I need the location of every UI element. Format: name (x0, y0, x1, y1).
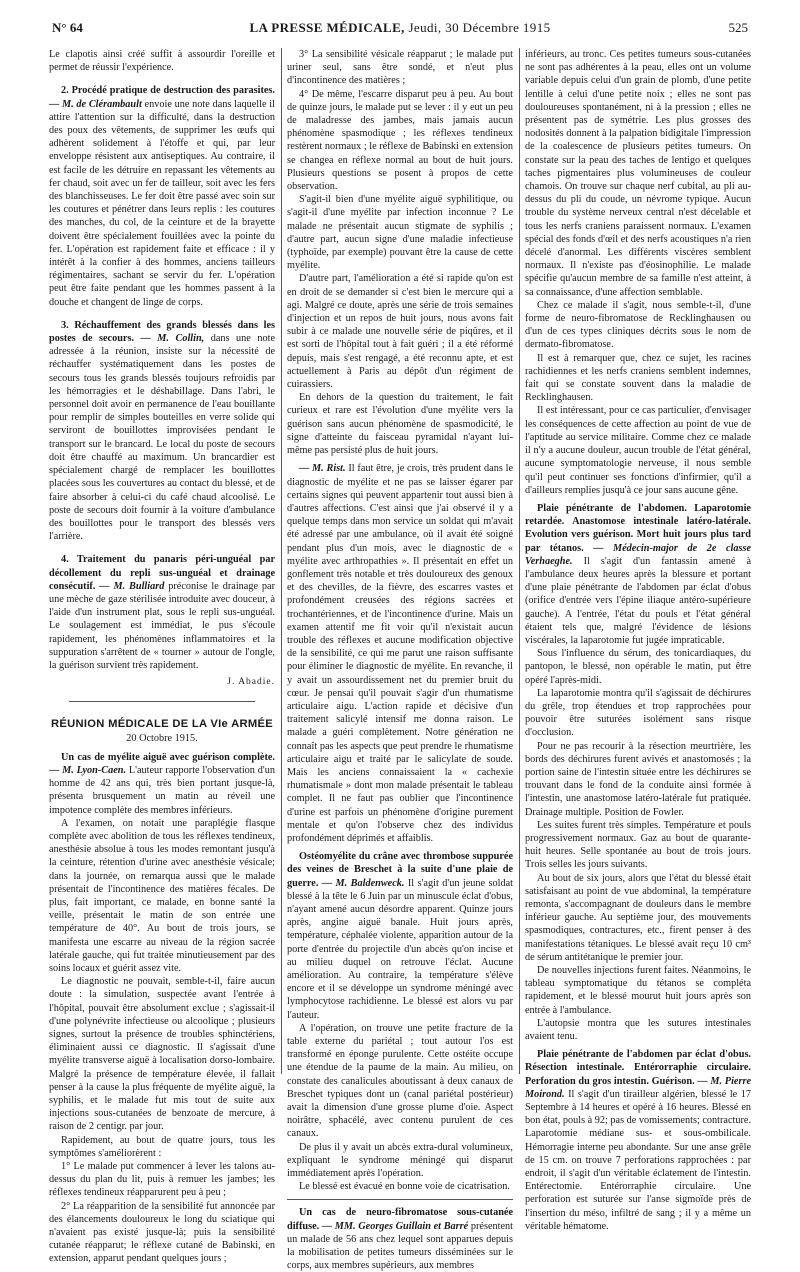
article-author: — M. Rist. (299, 463, 346, 475)
article-title: Un cas de myélite aiguë avec guérison complète. (61, 751, 275, 763)
paragraph: 1° Le malade put commencer à lever les talons au-dessus du plan du lit, puis à remuer les jambes; les réflexes tendineux réapparurent peu à peu ; (49, 1161, 275, 1199)
article-divider (287, 1199, 513, 1200)
paragraph: Rapidement, au bout de quatre jours, tous les symptômes s'améliorèrent : (49, 1134, 275, 1159)
article-title: 2. Procédé pratique de destruction des parasites. (61, 85, 275, 97)
article-text: Il faut être, je crois, très prudent dans le diagnostic de myélite et ne pas se laisser égarer par certains signes qui peuvent appartenir tout aussi bien à d'autres affections. C'est ainsi que j'ai observé il y a quelque temps dans mon service un soldat qui m'avait été adressé par une ambulance, où il avait été soigné pendant plus d'un mois, avec le diagnostic de « myélite avec arthropathies ». Il présentait en effet un gonflement très notable et très douloureux des genoux et des chevilles, de la fièvre, des escarres vastes et profondément creusées des régions sacrées et trochantériennes, et de l'incontinence d'urine. Mais un examen attentif me fit voir qu'il n'existait aucun trouble des réflexes et aucune modification objective de la sensibilité, ce qui me parut une raison suffisante pour éliminer le diagnostic de myélite. En revanche, il y avait un assourdissement net du premier bruit du cœur. Je pensai qu'il pouvait s'agir d'un rhumatisme articulaire aigu. L'action rapide et décisive d'un traitement salicylé intensif me donna raison. Le malade a guéri complètement. Notre génération ne connaît pas les aspects que peut prendre le rhumatisme articulaire aigu et traité par le salicylate de soude. Mais les anciens connaissaient la « cachexie rhumatismale » dont mon malade présentait le tableau complet. Il ne faut pas oublier que l'incontinence d'urine est parfois un phénomène d'origine purement mentale et qu'on l'observe chez des individus profondément déprimés et affaiblis. (287, 463, 513, 844)
article-author: — M. Pierre Moirond. (525, 1075, 751, 1100)
article-author: — MM. Georges Guillain et Barré (319, 1220, 469, 1232)
signature: J. Abadie. (227, 677, 275, 688)
column-rule-1 (281, 48, 282, 1074)
article-author: — M. de Clérambault (49, 98, 142, 110)
journal-masthead (52, 20, 748, 36)
article-myelite (49, 751, 275, 817)
article-neurofibromatose (287, 1206, 513, 1272)
paragraph: S'agit-il bien d'une myélite aiguë syphilitique, ou s'agit-il d'une myélite par infection inconnue ? Le malade ne présentait aucun stigmate de syphilis ; d'autre part, aucun signe d'une maladie infectieuse (typhoïde, par exemple) pouvant être la cause de cette myélite. (287, 194, 513, 272)
discussion-rist (287, 462, 513, 845)
article-title: Ostéomyélite du crâne avec thrombose suppurée des veines de Breschet à la suite d'une plaie de guerre. (287, 851, 513, 889)
article-text: envoie une note dans laquelle il attire l'attention sur la difficulté, dans la destruction des poux des vêtements, de supprimer les œufs qui adhèrent solidement à l'étoffe et qui, par leur enveloppe résistent aux antiseptiques. Au contraire, il est facile de les détruire en repassant les vêtements au fer chaud, soit avec un fer de tailleur, soit avec les fers des blanchisseuses. Le fer doit être passé avec soin sur les coutures et pénétrer dans leurs replis : les coutures des manches, du col, de la ceinture et de la brayette doivent être spécialement fouillées avec la pointe du fer. L'opération est rapidement faite et efficace : il y intérêt à la confier à des hommes, anciens tailleurs régimentaires, sachant se servir du fer. L'opération peut être faite pendant que les hommes passent à la douche et changent de linge de corps. (49, 98, 275, 308)
paragraph: La laparotomie montra qu'il s'agissait de déchirures du grêle, trop étendues et trop rapprochées pour pouvoir être suturées isolément sans risque d'occlusion. (525, 687, 751, 739)
section-divider (69, 701, 255, 702)
article-parasites (49, 84, 275, 308)
paragraph: 4° De même, l'escarre disparut peu à peu. Au bout de quinze jours, le malade put se lever : il y eut un peu de maladresse des jambes, mais jamais aucun phénomène spasmodique ; les réflexes tendineux restèrent normaux ; le réflexe de Babinski en extension se changea en réflexe normal au bout de huit jours. Plusieurs questions se posent à propos de cette observation. (287, 88, 513, 193)
paragraph: De plus il y avait un abcès extra-dural volumineux, expliquant le syndrome méningé qui disparut immédiatement après l'opération. (287, 1141, 513, 1180)
article-author: — M. Lyon-Caen. (49, 764, 127, 776)
article-title: 3. Réchauffement des grands blessés dans les postes de secours. (49, 319, 275, 345)
article-text: Il s'agit d'un tirailleur algérien, blessé le 17 Septembre à 14 heures et opéré à 16 heures. Blessé en bon état, pouls à 92; pas de vomissements; contracture. Laparotomie médiane sus- et sous-ombilicale. Hémorragie interne peu abondante. Sur une anse grêle de 15 cm. on trouve 7 perforations rapprochées : par endroit, il s'agit d'un véritable éclatement de l'intestin. Entérectomie. Entérorraphie circulaire. Une perforation est suturée sur l'anse sigmoïde près de l'insertion du méso, infiltré de sang ; il y a même un véritable hématome. (525, 1088, 752, 1232)
article-text: Il s'agit d'un jeune soldat blessé à la tête le 6 Juin par un minuscule éclat d'obus, n'ayant amené aucun désordre apparent. Quinze jours après, angine aiguë banale. Huit jours après, température, céphalée violente, apparition autour de la porte d'entrée du projectile d'un abcès qu'on incise et au milieu duquel on retrouve l'éclat. Aucune amélioration. Au contraire, la température s'élève encore et il se développe un syndrome méningé avec lymphocytose rachidienne. Le blessé est alors vu par l'auteur. (287, 877, 513, 1021)
paragraph: Il est à remarquer que, chez ce sujet, les racines rachidiennes et les nerfs craniens semblent indemnes, fait qui se constate souvent dans la maladie de Recklinghausen. (525, 352, 751, 404)
paragraph: Sous l'influence du sérum, des tonicardiaques, du pantopon, le blessé, non opérable le matin, put être opéré l'après-midi. (525, 648, 751, 686)
column-2 (287, 48, 513, 1272)
column-rule-2 (519, 48, 520, 1074)
article-text: Il s'agit d'un fantassin amené à l'ambulance deux heures après la blessure et portant d'une plaie pénétrante de l'abdomen par éclat d'obus (orifice d'entrée vers l'épine iliaque antéro-supérieure gauche). A l'entrée, l'état du pouls et l'état général étaient tels que, malgré l'évidence de lésions viscérales, la laparotomie fut jugée impraticable. (525, 555, 751, 646)
paragraph: inférieurs, au tronc. Ces petites tumeurs sous-cutanées ne sont pas adhérentes à la peau, elles ont un volume variable depuis celui d'un grain de plomb, d'une petite lentille à celui d'une petite noix ; elles ne sont pas douloureuses spontanément, ni à la pression ; elles ne présentent pas de symétrie. Les plus grosses des nodosités donnent à la palpation bidigitale l'impression de la coalescence de plusieurs petites tumeurs. On constate sur la peau des taches de lentigo et quelques taches pigmentaires plus volumineuses de couleur chamois. On trouve sur chaque nerf cubital, au pli au-dessus du pli du coude, un névrome typique. Aucun trouble du système nerveux central n'est décelable et tous les nerfs craniens paraissent normaux. L'examen spécial des fonds d'œil et des nerfs acoustiques n'a rien décelé d'anormal. Les différents viscères semblent normaux. Il n'existe pas d'éosinophilie. Le malade spécifie qu'aucun membre de sa famille n'est atteint, à sa connaissance, d'une affection semblable. (525, 49, 751, 298)
article-author: — Médecin-major de 2e classe Verhaeghe. (525, 542, 751, 567)
article-text: L'auteur rapporte l'observation d'un homme de 42 ans qui, très bien portant jusque-là, présenta brusquement un matin au réveil une impotence complète des membres inférieurs. (49, 764, 275, 816)
paragraph: L'autopsie montra que les sutures intestinales avaient tenu. (525, 1017, 751, 1043)
article-text: préconise le drainage par une mèche de gaze stérilisée introduite avec douceur, à l'aide d'un instrument plat, sous le repli sus-unguéal. Le soulagement est immédiat, le pus s'écoule rapidement, les phénomènes inflammatoires et la suppuration s'arrêtent de « tourner » autour de l'ongle, la guérison survient très rapidement. (49, 580, 276, 671)
paragraph: A l'examen, on notait une paraplégie flasque complète avec abolition de tous les réflexes tendineux, anesthésie absolue à tous les modes remontant jusqu'à la ceinture, rétention d'urine avec anesthésie vésicale; dans la journée, on remarqua aussi que le malade présentait de l'incontinence des matières fécales. De plus, fait important, ce malade, en bonne santé la veille, présentait le matin de son entrée une température de 40°. Au bout de trois jours, se manifesta une escarre au niveau de la région sacrée latérale gauche, qui fut traitée minutieusement par des soins locaux et guérit assez vite. (49, 817, 275, 974)
section-date: 20 Octobre 1915. (126, 732, 198, 744)
paragraph: 2° La réapparition de la sensibilité fut annoncée par des élancements douloureux le long du sciatique qui n'avaient pas existé jusque-là; puis la sensibilité cutanée réapparut; le réflexe cutané de Babinski, en extension, apparut pendant quelques jours ; (49, 1200, 275, 1265)
issue-number: N° 64 (52, 20, 83, 35)
article-text: présentent un malade de 56 ans chez lequel sont apparues depuis la mobilisation de petites tumeurs disséminées sur le corps, aux membres supérieurs, aux membres (287, 1220, 513, 1272)
article-text: dans une note adressée à la réunion, insiste sur la nécessité de réchauffer systématiquement dans les postes de secours tous les grands blessés toujours refroidis par les hémorragies et le déshabillage. Dans l'abri, le personnel doit avoir en permanence de l'eau bouillante pour remplir de simples bouteilles en verre solide qui serviront de bouillottes improvisées pendant le transport sur le brancard. Le local du poste de secours doit être chauffé au maximum. Un brancardier est spécialement chargé de remplacer les bouillottes placées sous les couvertures au contact du blessé, et de faire absorber à celui-ci du café chaud alcoolisé. Le poste de secours doit fournir à la voiture d'ambulance des bouillottes pour le transport des blessés vers l'arrière. (49, 333, 275, 543)
article-title: 4. Traitement du panaris péri-unguéal par décollement du repli sus-unguéal et drainage consécutif. (49, 554, 275, 592)
article-rechauffement (49, 319, 275, 543)
article-panaris (49, 553, 275, 672)
article-author: — M. Bulliard (95, 580, 165, 592)
paragraph: A l'opération, on trouve une petite fracture de la table externe du pariétal ; tout autour l'os est transformé en éponge purulente. Cette ostéite occupe une étendue de la paume de la main. Au milieu, on constate des canalicules aboutissant à deux canaux de Breschet typiques dont un (canal pariétal postérieur) avait la dimension d'une grosse plume d'oie. Aspect noirâtre, sphacélé, avec contenu purulent de ces canaux. (287, 1022, 513, 1140)
paragraph: Au bout de six jours, alors que l'état du blessé était satisfaisant au point de vue abdominal, la température remonta, s'accompagnant de douleurs dans le membre inférieur gauche. Au septième jour, des mouvements spasmodiques, contractures, etc., firent penser à des manifestations tétaniques. Le blessé avait reçu 10 cm³ de sérum antitétanique le premier jour. (525, 872, 751, 963)
page-header (52, 20, 748, 38)
article-title: Plaie pénétrante de l'abdomen par éclat d'obus. Résection intestinale. Entérorraphie circulaire. Perforation du gros intestin. Guérison. (525, 1049, 751, 1087)
paragraph: D'autre part, l'amélioration a été si rapide qu'on est en droit de se demander si c'est bien le mercure qui a agi. Malgré ce doute, après une série de trois semaines d'injection et un repos de huit jours, nous avons fait subir à ce malade une nouvelle série de piqûres, et il est sorti de l'hôpital tout à fait guéri ; il a été réformé depuis, mais s'est rengagé, a été reconnu apte, et est actuellement à Paris au dépôt d'un régiment de cuirassiers. (287, 273, 513, 391)
column-3 (525, 48, 752, 1232)
paragraph: Le diagnostic ne pouvait, semble-t-il, faire aucun doute : la simulation, suspectée avant l'entrée à l'hôpital, pouvait être absolument exclue ; s'agissait-il d'une polynévrite infectieuse ou alcoolique ; plusieurs signes, surtout la présence de troubles sphinctériens, éliminaient aussi ce diagnostic. Il s'agissait d'une myélite transverse aiguë à localisation dorso-lombaire. Malgré la présence de température élevée, il fallait penser à la cause la plus fréquente de myélite aiguë, la syphilis, et le malade fut mis tout de suite aux injections sous-cutanées de benzoate de mercure, à raison de 2 centigr. par jour. (49, 976, 275, 1133)
paragraph: En dehors de la question du traitement, le fait curieux et rare est l'évolution d'une myélite vers la guérison sans aucun phénomène de spasmodicité, le signe d'atteinte du faisceau pyramidal n'ayant lui-même pas persisté plus de huit jours. (287, 392, 513, 457)
paragraph: Le clapotis ainsi créé suffit à assourdir l'oreille et permet de réussir l'expérience. (49, 49, 275, 74)
paragraph: Le blessé est évacué en bonne voie de cicatrisation. (299, 1181, 510, 1193)
paragraph: Pour ne pas recourir à la résection meurtrière, les bords des déchirures furent avivés et anastomosés ; la portion saine de l'intestin située entre les déchirures se trouvant dans le fond de la conduite ainsi formée à l'intestin, une anastomose latéro-latérale fut pratiquée. Drainage multiple. Position de Fowler. (525, 740, 751, 818)
article-title: Un cas de neuro-fibromatose sous-cutanée diffuse. (287, 1207, 513, 1232)
article-plaie-abdomen-guerison (525, 1048, 751, 1233)
article-author: — M. Collin, (134, 333, 205, 345)
column-1 (49, 48, 276, 1265)
paragraph: Il est intéressant, pour ce cas particulier, d'envisager les conséquences de cette affection au point de vue de l'aptitude au service militaire. Comme chez ce malade il n'y a aucune douleur, aucun trouble de l'état général, aucune symptomatologie nerveuse, il nous semble qu'il peut continuer ses fonctions d'infirmier, qu'il a d'ailleurs remplies jusqu'à ce jour sans aucune gêne. (525, 405, 751, 496)
paragraph: Chez ce malade il s'agit, nous semble-t-il, d'une forme de neuro-fibromatose de Recklinghausen ou d'un de ces types cliniques décrits sous le nom de dermato-fibromatose. (525, 299, 751, 351)
article-author: — M. Baldenweck. (318, 877, 405, 889)
paragraph: Les suites furent très simples. Température et pouls progressivement normaux. Gaz au bout de quarante-huit heures. Selle spontanée au bout de trois jours. Trois selles les jours suivants. (525, 819, 751, 871)
paragraph: 3° La sensibilité vésicale réapparut ; le malade put uriner seul, sans être sondé, et n'eut plus d'incontinence des matières ; (287, 49, 513, 87)
article-plaie-abdomen-tetanos (525, 502, 751, 647)
article-osteomyelite (287, 850, 513, 1022)
issue-date: Jeudi, 30 Décembre 1915 (404, 20, 551, 35)
page-number: 525 (728, 20, 748, 35)
journal-title: LA PRESSE MÉDICALE, (249, 20, 405, 35)
section-title: RÉUNION MÉDICALE DE LA VIe ARMÉE (51, 718, 273, 731)
paragraph: De nouvelles injections furent faites. Néanmoins, le tableau symptomatique du tétanos se compléta rapidement, et le blessé mourut huit jours après son entrée à l'ambulance. (525, 965, 751, 1016)
article-title: Plaie pénétrante de l'abdomen. Laparotomie retardée. Anastomose intestinale latéro-latérale. Evolution vers guérison. Mort huit jours plus tard par tétanos. (525, 502, 751, 554)
